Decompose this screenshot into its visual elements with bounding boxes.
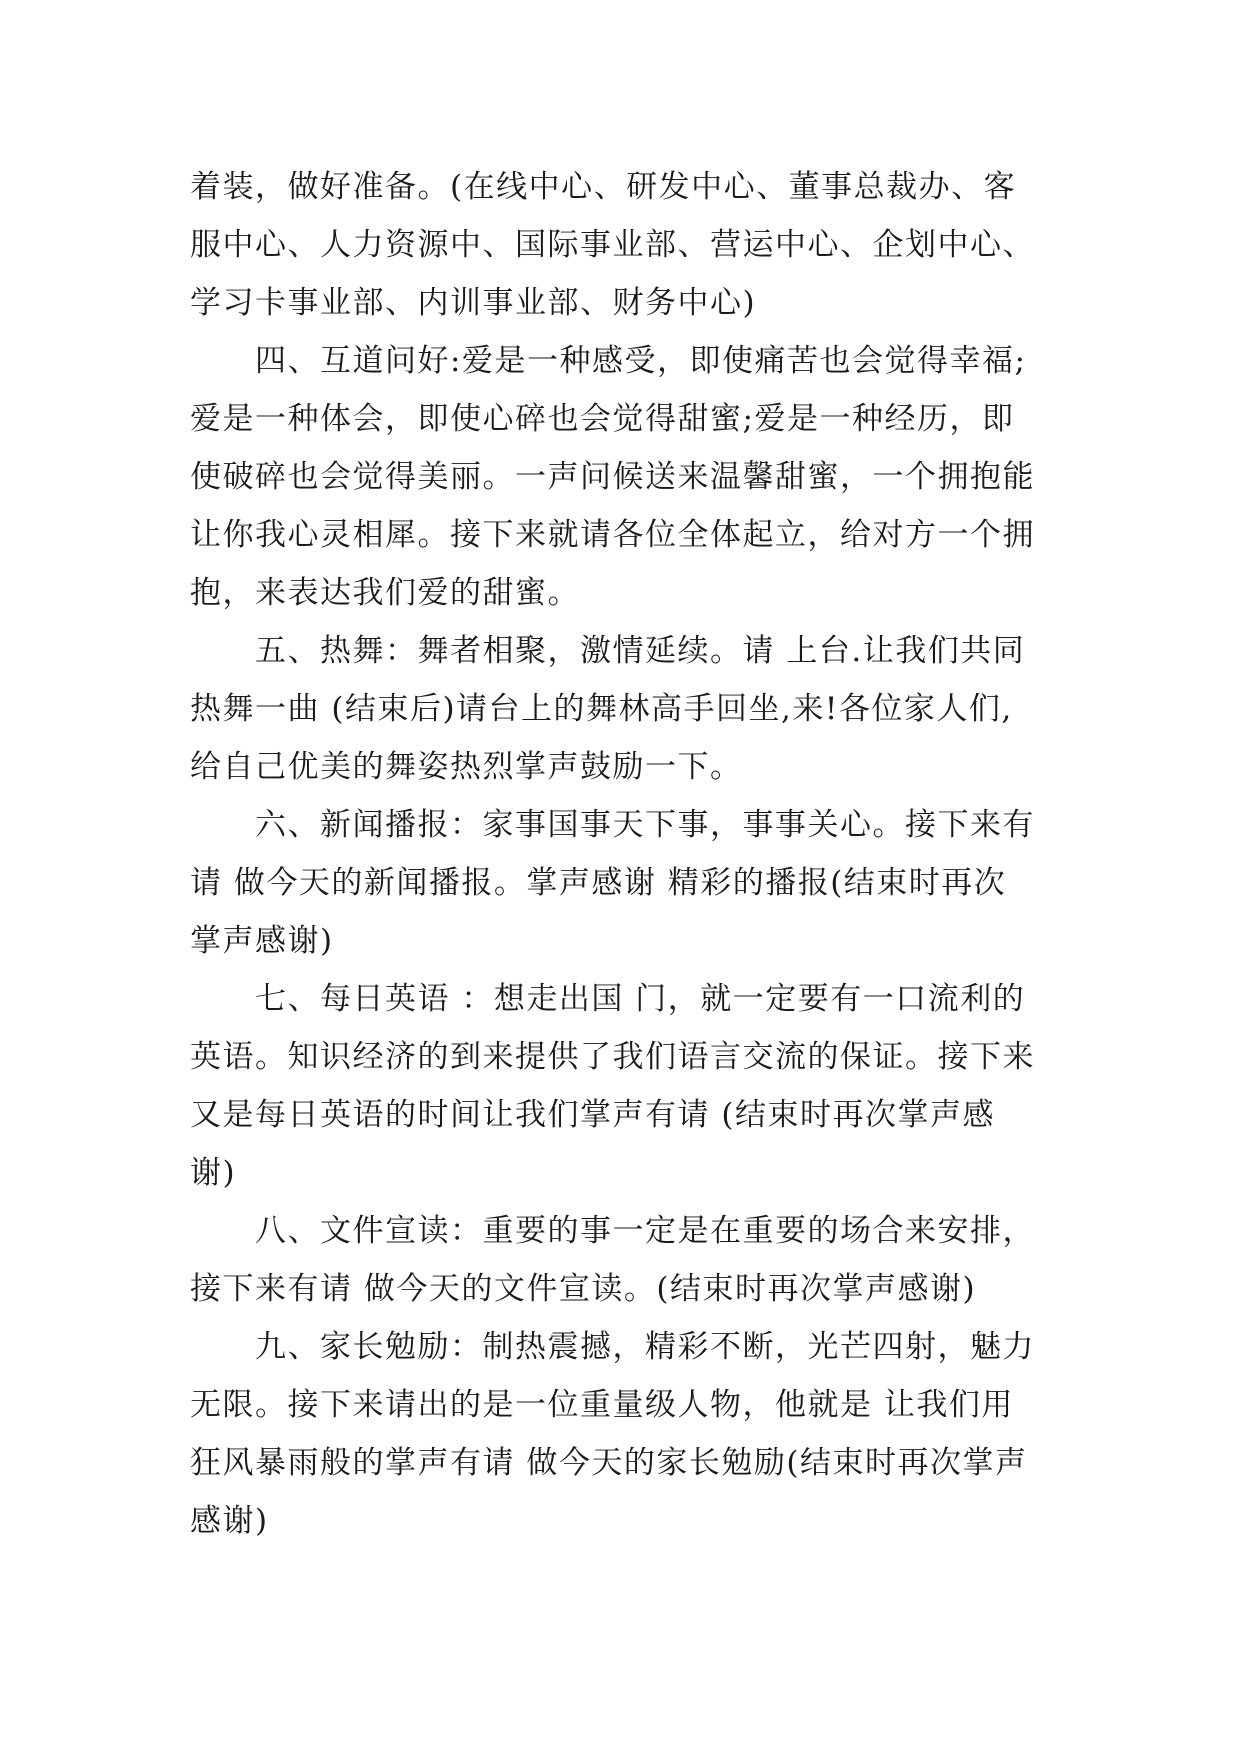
text-line: 爱是一种体会，即使心碎也会觉得甜蜜;爱是一种经历，即 — [190, 401, 1015, 437]
text-line: 掌声感谢) — [190, 923, 334, 959]
paragraph-nine-first-line: 九、家长勉励：制热震撼，精彩不断，光芒四射，魅力 — [190, 1329, 1035, 1365]
paragraph-seven-first-line: 七、每日英语 ：想走出国 门，就一定要有一口流利的 — [190, 981, 1026, 1017]
text-line: 又是每日英语的时间让我们掌声有请 (结束时再次掌声感 — [190, 1097, 995, 1133]
text-line: 感谢) — [190, 1503, 269, 1539]
text-line: 抱，来表达我们爱的甜蜜。 — [190, 575, 580, 611]
text-line: 狂风暴雨般的掌声有请 做今天的家长勉励(结束时再次掌声 — [190, 1445, 1028, 1481]
text-line: 让你我心灵相犀。接下来就请各位全体起立，给对方一个拥 — [190, 517, 1035, 553]
text-line: 学习卡事业部、内训事业部、财务中心) — [190, 285, 757, 321]
paragraph-eight-first-line: 八、文件宣读：重要的事一定是在重要的场合来安排， — [190, 1213, 1035, 1249]
text-line: 服中心、人力资源中、国际事业部、营运中心、企划中心、 — [190, 227, 1035, 263]
text-line: 热舞一曲 (结束后)请台上的舞林高手回坐,来!各位家人们, — [190, 691, 1013, 727]
text-line: 请 做今天的新闻播报。掌声感谢 精彩的播报(结束时再次 — [190, 865, 1007, 901]
text-line: 给自己优美的舞姿热烈掌声鼓励一下。 — [190, 749, 743, 785]
text-line: 使破碎也会觉得美丽。一声问候送来温馨甜蜜，一个拥抱能 — [190, 459, 1035, 495]
text-line: 着装，做好准备。(在线中心、研发中心、董事总裁办、客 — [190, 169, 1017, 205]
text-line: 英语。知识经济的到来提供了我们语言交流的保证。接下来 — [190, 1039, 1035, 1075]
text-line: 谢) — [190, 1155, 237, 1191]
paragraph-four-first-line: 四、互道问好:爱是一种感受，即使痛苦也会觉得幸福; — [190, 343, 1027, 379]
paragraph-five-first-line: 五、热舞：舞者相聚，激情延续。请 上台.让我们共同 — [190, 633, 1026, 669]
document-body — [190, 158, 1058, 1550]
paragraph-six-first-line: 六、新闻播报：家事国事天下事，事事关心。接下来有 — [190, 807, 1035, 843]
text-line: 接下来有请 做今天的文件宣读。(结束时再次掌声感谢) — [190, 1271, 977, 1307]
text-line: 无限。接下来请出的是一位重量级人物，他就是 让我们用 — [190, 1387, 1014, 1423]
